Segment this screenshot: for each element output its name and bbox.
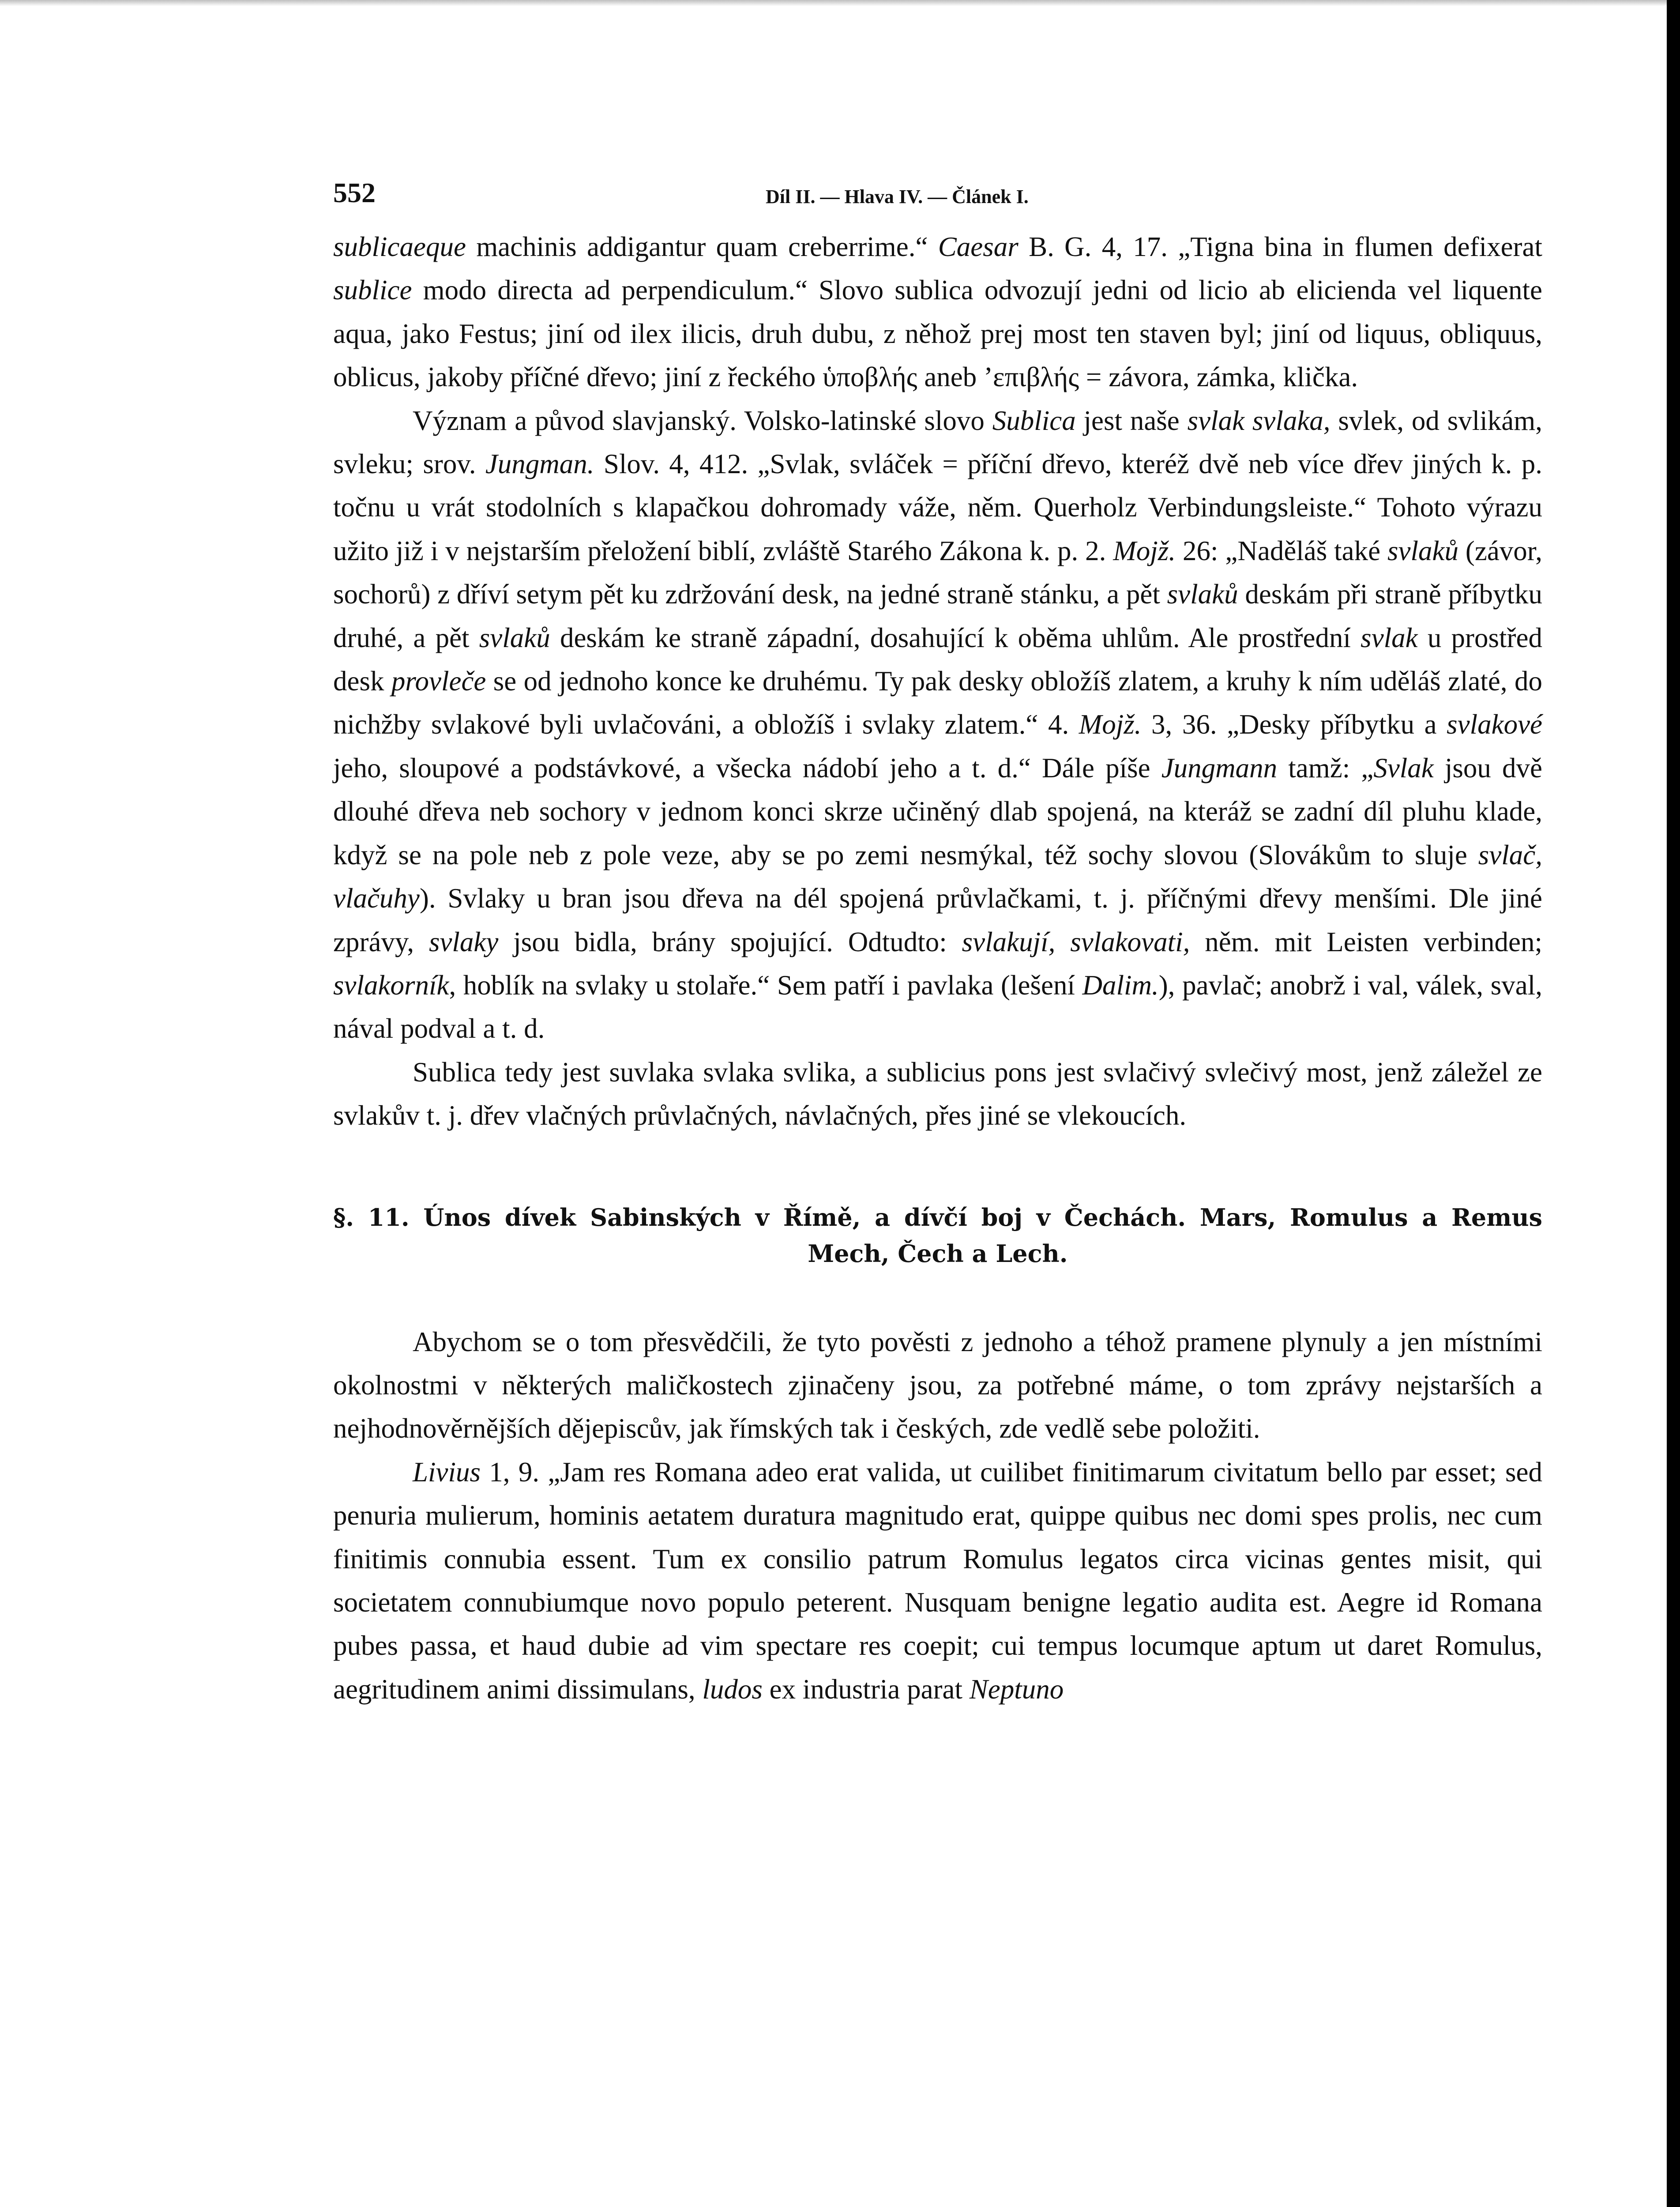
italic-text-run: Caesar bbox=[938, 231, 1019, 262]
text-run: tamž: „ bbox=[1277, 752, 1374, 783]
italic-text-run: svlakují, svlakovati, bbox=[962, 926, 1190, 957]
italic-text-run: svlakové bbox=[1447, 709, 1542, 740]
section-text bbox=[333, 1320, 1542, 1711]
text-run: 1, 9. „Jam res Romana adeo erat valida, ut cuilibet finitimarum civitatum bello par esset; sed penuria mulierum, hominis aetatem duratura magnitudo erat, quippe quibus nec domi spes prolis, nec cum finitimis connubia essent. Tum ex consilio patrum Romulus legatos circa vicinas gentes misit, qui societatem connubiumque novo populo peterent. Nusquam benigne legatio audita est. Aegre id Romana pubes passa, et haud dubie ad vim spectare res coepit; cui tempus locumque aptum ut daret Romulus, aegritudinem animi dissimulans, bbox=[333, 1456, 1542, 1705]
text-run: Abychom se o tom přesvědčili, že tyto pověsti z jednoho a téhož pramene plynuly a jen místními okolnostmi v některých maličkostech zjinačeny jsou, za potřebné máme, o tom zprávy nejstarších a nejhodnověrnějších dějepiscův, jak římských tak i českých, zde vedlě sebe položiti. bbox=[333, 1326, 1542, 1444]
italic-text-run: svlaků bbox=[479, 622, 550, 653]
text-run: Význam a původ slavjanský. Volsko-latinské slovo bbox=[413, 405, 992, 436]
text-run: 26: „Naděláš také bbox=[1176, 535, 1388, 566]
text-run: 3, 36. „Desky příbytku a bbox=[1141, 709, 1447, 740]
book-page bbox=[333, 177, 1542, 1711]
text-run: ex industria parat bbox=[762, 1673, 970, 1705]
text-run: u prostřed desk bbox=[333, 622, 1543, 697]
text-run: , hoblík na svlaky u stolaře.“ Sem patří i pavlaka (lešení bbox=[449, 969, 1082, 1001]
italic-text-run: Mojž. bbox=[1113, 535, 1176, 566]
paragraph bbox=[333, 1450, 1542, 1711]
scan-top-edge bbox=[0, 0, 1680, 6]
text-run: deskám ke straně západní, dosahující k oběma uhlům. Ale prostřední bbox=[550, 622, 1361, 653]
italic-text-run: Livius bbox=[413, 1456, 481, 1488]
italic-text-run: sublicaeque bbox=[333, 231, 466, 262]
italic-text-run: svlaky bbox=[428, 926, 499, 957]
paragraph bbox=[333, 1051, 1542, 1137]
italic-text-run: Jungman. bbox=[485, 448, 594, 480]
italic-text-run: svlak svlaka, bbox=[1187, 405, 1330, 436]
page-number: 552 bbox=[333, 177, 376, 208]
text-run: deskám při straně příbytku druhé, a pět bbox=[333, 579, 1542, 653]
italic-text-run: sublice bbox=[333, 275, 412, 306]
text-run: machinis addigantur quam creberrime.“ bbox=[466, 231, 938, 262]
text-run: Slov. 4, 412. „Svlak, svláček = příční dřevo, kteréž dvě neb více dřev jiných k. p. točnu u vrát stodolních s klapačkou dohromady váže, něm. Querholz Verbindungsleiste.“ Tohoto výrazu užito již i v nejstarším přeložení biblí, zvláště Starého Zákona k. p. 2. bbox=[333, 448, 1542, 566]
italic-text-run: svlak bbox=[1361, 622, 1418, 653]
italic-text-run: svlaků bbox=[1167, 579, 1238, 610]
running-head: Díl II. — Hlava IV. — Článek I. bbox=[766, 186, 1029, 207]
paragraph bbox=[333, 1320, 1542, 1450]
italic-text-run: Mojž. bbox=[1079, 709, 1142, 740]
italic-text-run: Dalim. bbox=[1082, 969, 1159, 1001]
text-run: svlek, od svlikám, svleku; srov. bbox=[333, 405, 1542, 480]
italic-text-run: Jungmann bbox=[1161, 752, 1278, 783]
italic-text-run: provleče bbox=[391, 666, 486, 697]
text-run: jsou bidla, brány spojující. Odtudto: bbox=[498, 926, 962, 957]
paragraph bbox=[333, 225, 1542, 399]
body-text bbox=[333, 225, 1542, 1137]
text-run: se od jednoho konce ke druhému. Ty pak desky obložíš zlatem, a kruhy k ním uděláš zlaté, do nichžby svlakové byli uvlačováni, a obložíš i svlaky zlatem.“ 4. bbox=[333, 666, 1542, 740]
text-run: ). Svlaky u bran jsou dřeva na dél spojená průvlačkami, t. j. příčnými dřevy menšími. Dle jiné zprávy, bbox=[333, 883, 1542, 957]
text-run: B. G. 4, 17. „Tigna bina in flumen defixerat bbox=[1018, 231, 1542, 262]
text-run: jsou dvě dlouhé dřeva neb sochory v jednom konci skrze učiněný dlab spojená, na kteráž se zadní díl pluhu klade, když se na pole neb z pole veze, aby se po zemi nesmýkal, též sochy slovou (Slovákům to sluje bbox=[333, 752, 1543, 870]
italic-text-run: svlač, vlačuhy bbox=[333, 839, 1542, 914]
section-heading: §. 11. Únos dívek Sabinských v Římě, a dívčí boj v Čechách. Mars, Romulus a Remus Mech, Čech a Lech. bbox=[333, 1203, 1542, 1268]
text-run: něm. mit Leisten verbinden; bbox=[1190, 926, 1542, 957]
scan-right-edge bbox=[1667, 0, 1680, 2207]
text-run: jeho, sloupové a podstávkové, a všecka nádobí jeho a t. d.“ Dále píše bbox=[333, 752, 1161, 783]
italic-text-run: ludos bbox=[702, 1673, 763, 1705]
text-run: Sublica tedy jest suvlaka svlaka svlika, a sublicius pons jest svlačivý svlečivý most, jenž záležel ze svlakův t. j. dřev vlačných průvlačných, návlačných, přes jiné se vlekoucích. bbox=[333, 1056, 1542, 1131]
text-run: ), pavlač; anobrž i val, válek, sval, nával podval a t. d. bbox=[333, 969, 1542, 1044]
page-header bbox=[333, 177, 1542, 225]
italic-text-run: svlakorník bbox=[333, 969, 449, 1001]
italic-text-run: Sublica bbox=[992, 405, 1076, 436]
italic-text-run: Neptuno bbox=[969, 1673, 1064, 1705]
paragraph bbox=[333, 399, 1542, 1051]
text-run: jest naše bbox=[1075, 405, 1188, 436]
text-run: (závor, sochorů) z dříví setym pět ku zdržování desk, na jedné straně stánku, a pět bbox=[333, 535, 1542, 610]
italic-text-run: Svlak bbox=[1373, 752, 1434, 783]
text-run: modo directa ad perpendiculum.“ Slovo sublica odvozují jedni od licio ab elicienda vel liquente aqua, jako Festus; jiní od ilex ilicis, druh dubu, z něhož prej most ten staven byl; jiní od liquus, obliquus, oblicus, jakoby příčné dřevo; jiní z řeckého ὑποβλής aneb ’επιβλής = závora, zámka, klička. bbox=[333, 275, 1542, 393]
italic-text-run: svlaků bbox=[1387, 535, 1458, 566]
